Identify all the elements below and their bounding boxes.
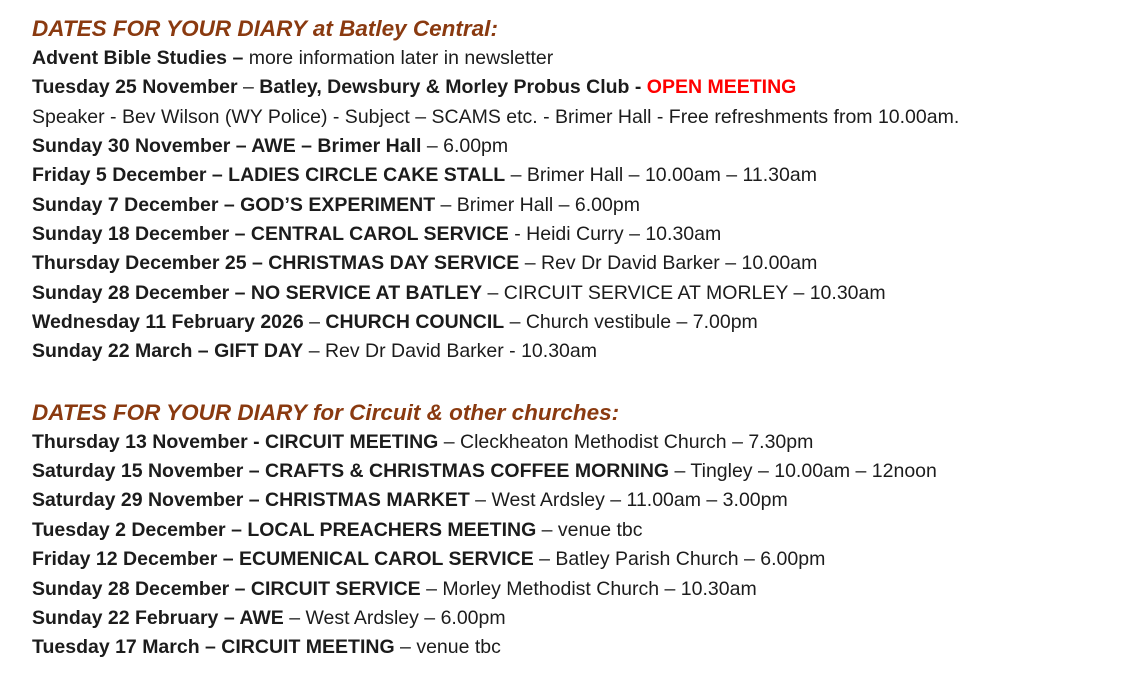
event-line <box>32 516 1140 545</box>
text-segment-bold: Batley, Dewsbury & Morley Probus Club - <box>259 76 647 99</box>
section-heading-batley-central: DATES FOR YOUR DIARY at Batley Central: <box>32 16 498 41</box>
text-segment-regular: – venue tbc <box>394 636 501 659</box>
text-segment-bold: Saturday 15 November – CRAFTS & CHRISTMAS COFFEE MORNING <box>32 460 670 483</box>
section-batley-central <box>32 14 1140 367</box>
event-line <box>32 545 1140 574</box>
text-segment-regular: – West Ardsley – 11.00am – 3.00pm <box>469 489 788 512</box>
text-segment-bold: Tuesday 25 November <box>32 76 238 99</box>
text-segment-bold: Sunday 28 December – NO SERVICE AT BATLEY <box>32 281 483 304</box>
section-circuit-other-churches <box>32 398 1140 663</box>
text-segment-regular: – Morley Methodist Church – 10.30am <box>420 577 757 600</box>
text-segment-regular: – Church vestibule – 7.00pm <box>504 311 758 334</box>
text-segment-bold: Thursday 13 November - CIRCUIT MEETING <box>32 430 439 453</box>
text-segment-bold: Friday 5 December – LADIES CIRCLE CAKE STALL <box>32 164 506 187</box>
event-line <box>32 73 1140 102</box>
event-list-batley-central <box>32 44 1140 367</box>
text-segment-regular: – CIRCUIT SERVICE AT MORLEY – 10.30am <box>482 281 886 304</box>
event-line <box>32 428 1140 457</box>
text-segment-bold: Sunday 7 December – GOD’S EXPERIMENT <box>32 193 436 216</box>
text-segment-regular: – Brimer Hall – 10.00am – 11.30am <box>505 164 817 187</box>
text-segment-bold: Friday 12 December – ECUMENICAL CAROL SERVICE <box>32 548 534 571</box>
text-segment-regular: – venue tbc <box>536 518 643 541</box>
text-segment-regular: more information later in newsletter <box>248 47 554 69</box>
event-line <box>32 486 1140 515</box>
event-line <box>32 308 1140 337</box>
text-segment-regular: – <box>303 311 326 334</box>
text-segment-regular: – 6.00pm <box>421 135 509 158</box>
text-segment-regular: – Batley Parish Church – 6.00pm <box>533 548 826 571</box>
event-line <box>32 132 1140 161</box>
event-line <box>32 457 1140 486</box>
event-line <box>32 575 1140 604</box>
text-segment-bold: Sunday 22 March – GIFT DAY <box>32 340 304 363</box>
text-segment-bold: Advent Bible Studies – <box>32 47 249 69</box>
text-segment-regular: – West Ardsley – 6.00pm <box>283 606 506 629</box>
text-segment-bold: Sunday 22 February – AWE <box>32 606 284 629</box>
event-line <box>32 161 1140 190</box>
text-segment-regular: – Tingley – 10.00am – 12noon <box>669 460 937 483</box>
text-segment-bold: Sunday 18 December – CENTRAL CAROL SERVICE <box>32 223 509 246</box>
event-line <box>32 103 1140 132</box>
event-line <box>32 279 1140 308</box>
text-segment-regular: – Cleckheaton Methodist Church – 7.30pm <box>438 430 814 453</box>
text-segment-regular: – <box>237 76 260 99</box>
section-heading-circuit: DATES FOR YOUR DIARY for Circuit & other churches: <box>32 399 620 425</box>
text-segment-regular: - Heidi Curry – 10.30am <box>508 223 722 246</box>
event-line <box>32 249 1140 278</box>
event-line <box>32 633 1140 662</box>
text-segment-bold: CHURCH COUNCIL <box>325 311 505 334</box>
text-segment-bold: Sunday 30 November – AWE – Brimer Hall <box>32 135 422 158</box>
event-line <box>32 604 1140 633</box>
event-line <box>32 337 1140 366</box>
text-segment-regular: – Rev Dr David Barker – 10.00am <box>519 252 818 275</box>
text-segment-bold: Thursday December 25 – CHRISTMAS DAY SERVICE <box>32 252 520 275</box>
text-segment-alert: OPEN MEETING <box>646 76 797 99</box>
text-segment-regular: Speaker - Bev Wilson (WY Police) - Subject – SCAMS etc. - Brimer Hall - Free refreshments from 10.00am. <box>32 105 960 128</box>
event-line <box>32 220 1140 249</box>
text-segment-regular: – Rev Dr David Barker - 10.30am <box>303 340 597 363</box>
event-list-circuit <box>32 428 1140 663</box>
text-segment-bold: Tuesday 17 March – CIRCUIT MEETING <box>32 636 395 659</box>
text-segment-regular: – Brimer Hall – 6.00pm <box>435 193 640 216</box>
event-line <box>32 44 1140 73</box>
text-segment-bold: Saturday 29 November – CHRISTMAS MARKET <box>32 489 470 512</box>
text-segment-bold: Tuesday 2 December – LOCAL PREACHERS MEETING <box>32 518 537 541</box>
section-gap <box>32 367 1140 398</box>
event-line <box>32 191 1140 220</box>
text-segment-bold: Sunday 28 December – CIRCUIT SERVICE <box>32 577 421 600</box>
text-segment-bold: Wednesday 11 February 2026 <box>32 311 304 334</box>
